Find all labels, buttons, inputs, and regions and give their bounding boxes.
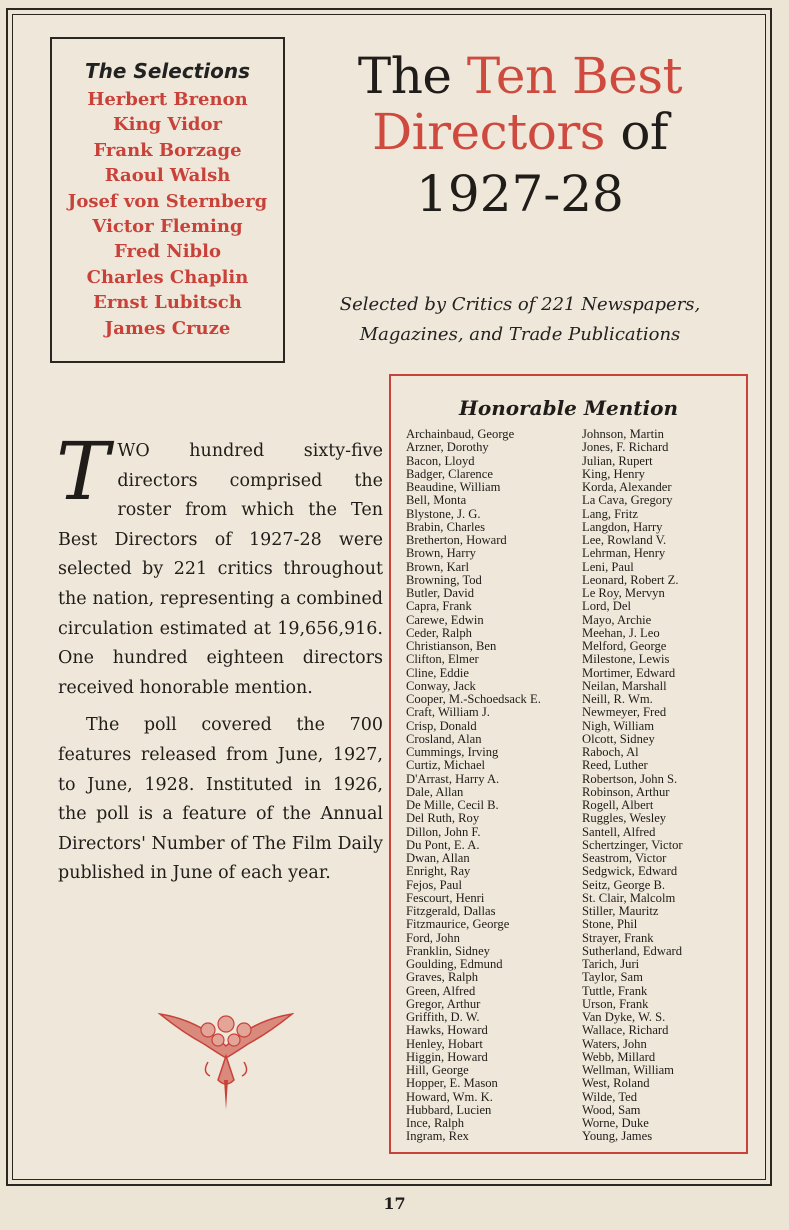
honorable-mention-entry: Bell, Monta [406, 493, 467, 508]
honorable-mention-entry: La Cava, Gregory [582, 493, 673, 508]
honorable-mention-entry: Jones, F. Richard [582, 440, 669, 455]
honorable-mention-entry: Ceder, Ralph [406, 625, 472, 640]
selections-title: The Selections [85, 59, 250, 83]
honorable-mention-entry: Lee, Rowland V. [582, 533, 667, 547]
title-line-2 [300, 104, 740, 160]
honorable-mention-entry: Fitzgerald, Dallas [406, 904, 496, 918]
honorable-mention-entry: Fitzmaurice, George [406, 917, 510, 932]
honorable-mention-entry: Stone, Phil [582, 917, 638, 932]
honorable-mention-entry: Le Roy, Mervyn [582, 586, 665, 600]
selection-item: Ernst Lubitsch [93, 292, 242, 314]
honorable-mention-entry: Korda, Alexander [582, 480, 672, 494]
honorable-mention-entry: Butler, David [406, 586, 475, 600]
honorable-mention-entry: Sedgwick, Edward [582, 864, 678, 879]
honorable-mention-entry: Ince, Ralph [406, 1116, 465, 1130]
paragraph-2: The poll covered the 700 features released from June, 1927, to June, 1928. Instituted in 1926, the poll is a feature of the Annual Directors' Number of The Film Daily published in June of each year. [58, 715, 383, 884]
honorable-mention-entry: Hawks, Howard [406, 1023, 488, 1038]
subtitle [300, 290, 740, 350]
honorable-mention-entry: Badger, Clarence [406, 466, 493, 481]
title-word-directors: Directors [372, 103, 605, 161]
honorable-mention-entry: Capra, Frank [406, 599, 472, 614]
honorable-mention-entry: Enright, Ray [406, 864, 471, 879]
honorable-mention-entry: Stiller, Mauritz [582, 904, 659, 918]
honorable-mention-entry: Wood, Sam [582, 1102, 641, 1117]
honorable-mention-entry: Green, Alfred [406, 983, 476, 998]
honorable-mention-entry: Hubbard, Lucien [406, 1102, 492, 1117]
honorable-mention-entry: Newmeyer, Fred [582, 705, 667, 720]
honorable-mention-entry: Bacon, Lloyd [406, 453, 475, 468]
honorable-mention-entry: Griffith, D. W. [406, 1010, 480, 1024]
honorable-mention-entry: Crisp, Donald [406, 718, 477, 733]
honorable-mention-entry: Nigh, William [582, 718, 655, 733]
floral-torch-ornament-icon [158, 1000, 294, 1112]
honorable-mention-title: Honorable Mention [458, 396, 678, 420]
title-word-of: of [620, 103, 668, 161]
title-line-1 [300, 48, 740, 104]
honorable-mention-entry: Seitz, George B. [582, 877, 666, 892]
title-year: 1927-28 [416, 165, 624, 223]
honorable-mention-right-column [582, 428, 683, 1144]
honorable-mention-entry: West, Roland [582, 1076, 650, 1091]
honorable-mention-entry: Curtiz, Michael [406, 758, 486, 773]
honorable-mention-entry: Crosland, Alan [406, 731, 482, 746]
honorable-mention-entry: Conway, Jack [406, 678, 476, 693]
selection-item: Victor Fleming [92, 216, 243, 238]
honorable-mention-entry: Robertson, John S. [582, 771, 678, 786]
honorable-mention-entry: Young, James [582, 1129, 653, 1144]
selection-item: Frank Borzage [93, 139, 242, 161]
selections-list [52, 87, 283, 341]
honorable-mention-entry: Waters, John [582, 1036, 647, 1051]
honorable-mention-entry: Wallace, Richard [582, 1023, 669, 1038]
body-text [56, 425, 383, 889]
honorable-mention-entry: Milestone, Lewis [582, 652, 670, 667]
honorable-mention-entry: Reed, Luther [582, 758, 648, 773]
honorable-mention-entry: Hopper, E. Mason [406, 1076, 498, 1091]
title-word-ten-best: Ten Best [466, 47, 683, 105]
honorable-mention-entry: Johnson, Martin [582, 427, 664, 441]
honorable-mention-entry: Raboch, Al [582, 745, 639, 759]
selection-item: Josef von Sternberg [67, 190, 268, 212]
honorable-mention-entry: Ford, John [406, 930, 460, 945]
honorable-mention-entry: Santell, Alfred [582, 824, 656, 839]
selection-item: James Cruze [104, 317, 231, 339]
honorable-mention-entry: Henley, Hobart [406, 1036, 483, 1051]
title-word-the: The [357, 47, 452, 105]
honorable-mention-box [389, 374, 748, 1154]
honorable-mention-entry: King, Henry [582, 466, 645, 481]
honorable-mention-entry: Archainbaud, George [406, 427, 515, 441]
honorable-mention-entry: St. Clair, Malcolm [582, 890, 676, 905]
honorable-mention-entry: Webb, Millard [582, 1049, 656, 1064]
honorable-mention-entry: Leni, Paul [582, 559, 634, 574]
honorable-mention-entry: Wellman, William [582, 1063, 674, 1077]
honorable-mention-entry: Brown, Karl [406, 559, 469, 574]
honorable-mention-entry: Del Ruth, Roy [406, 811, 480, 826]
honorable-mention-entry: Beaudine, William [406, 480, 501, 494]
honorable-mention-entry: Lord, Del [582, 599, 631, 614]
honorable-mention-entry: Clifton, Elmer [406, 652, 479, 667]
subtitle-line-1: Selected by Critics of 221 Newspapers, [339, 294, 701, 315]
honorable-mention-entry: Neilan, Marshall [582, 678, 667, 693]
honorable-mention-entry: Cummings, Irving [406, 745, 499, 759]
honorable-mention-entry: Julian, Rupert [582, 453, 653, 468]
honorable-mention-entry: Graves, Ralph [406, 970, 479, 985]
honorable-mention-entry: Goulding, Edmund [406, 957, 503, 971]
honorable-mention-left-column [406, 428, 541, 1144]
honorable-mention-entry: Brabin, Charles [406, 519, 486, 534]
honorable-mention-entry: Fejos, Paul [406, 877, 462, 892]
honorable-mention-entry: Cooper, M.-Schoedsack E. [406, 692, 541, 706]
honorable-mention-entry: Higgin, Howard [406, 1049, 488, 1064]
drop-cap: T [56, 425, 110, 518]
honorable-mention-entry: Neill, R. Wm. [582, 692, 653, 706]
honorable-mention-entry: Howard, Wm. K. [406, 1089, 493, 1104]
honorable-mention-entry: Leonard, Robert Z. [582, 572, 679, 587]
honorable-mention-entry: Melford, George [582, 639, 667, 653]
honorable-mention-entry: Schertzinger, Victor [582, 837, 683, 852]
page-title [300, 48, 740, 222]
paragraph-1-text: WO hundred sixty-five directors comprised the roster from which the Ten Best Directors of 1927-28 were selected by 221 critics throughout the nation, representing a combined circulation estimated at 19,656,916. One hundred eighteen directors received honorable mention. [58, 441, 383, 698]
selection-item: Herbert Brenon [87, 89, 248, 110]
honorable-mention-entry: Dwan, Allan [406, 851, 470, 865]
subtitle-line-2: Magazines, and Trade Publications [359, 324, 681, 345]
honorable-mention-entry: Browning, Tod [406, 572, 482, 587]
honorable-mention-entry: Rogell, Albert [582, 798, 654, 812]
honorable-mention-entry: Arzner, Dorothy [406, 440, 489, 455]
honorable-mention-entry: Urson, Frank [582, 996, 649, 1011]
page-number: 17 [383, 1194, 406, 1213]
honorable-mention-entry: Christianson, Ben [406, 639, 497, 653]
honorable-mention-entry: Ingram, Rex [406, 1129, 469, 1144]
honorable-mention-entry: Langdon, Harry [582, 519, 663, 534]
honorable-mention-entry: Cline, Eddie [406, 665, 469, 680]
selections-box [50, 37, 285, 363]
paragraph-1 [56, 425, 383, 703]
honorable-mention-entry: Fescourt, Henri [406, 890, 485, 905]
honorable-mention-entry: Brown, Harry [406, 546, 476, 561]
honorable-mention-entry: Gregor, Arthur [406, 996, 481, 1011]
honorable-mention-entry: Mortimer, Edward [582, 665, 676, 680]
honorable-mention-entry: Sutherland, Edward [582, 943, 683, 958]
honorable-mention-entry: Carewe, Edwin [406, 612, 484, 627]
honorable-mention-entry: Lehrman, Henry [582, 546, 666, 561]
honorable-mention-entry: Tarich, Juri [582, 957, 640, 971]
honorable-mention-entry: Olcott, Sidney [582, 731, 655, 746]
honorable-mention-entry: Worne, Duke [582, 1116, 649, 1130]
honorable-mention-entry: Mayo, Archie [582, 612, 652, 627]
selection-item: King Vidor [113, 114, 222, 136]
selection-item: Fred Niblo [114, 241, 221, 263]
honorable-mention-entry: Van Dyke, W. S. [582, 1010, 666, 1024]
honorable-mention-entry: Dillon, John F. [406, 824, 481, 839]
honorable-mention-entry: Bretherton, Howard [406, 533, 507, 547]
honorable-mention-entry: Du Pont, E. A. [406, 837, 480, 852]
selection-item: Charles Chaplin [86, 266, 249, 288]
honorable-mention-entry: Meehan, J. Leo [582, 625, 660, 640]
selection-item: Raoul Walsh [104, 165, 231, 187]
honorable-mention-entry: Lang, Fritz [582, 506, 638, 521]
honorable-mention-entry: Taylor, Sam [582, 970, 643, 985]
honorable-mention-entry: Tuttle, Frank [582, 983, 648, 998]
honorable-mention-entry: De Mille, Cecil B. [406, 798, 499, 812]
honorable-mention-entry: Hill, George [406, 1063, 469, 1077]
honorable-mention-entry: Dale, Allan [406, 784, 464, 799]
honorable-mention-entry: Wilde, Ted [582, 1089, 638, 1104]
honorable-mention-entry: Ruggles, Wesley [582, 811, 667, 826]
honorable-mention-entry: D'Arrast, Harry A. [406, 771, 500, 786]
honorable-mention-entry: Craft, William J. [406, 705, 490, 720]
honorable-mention-entry: Robinson, Arthur [582, 784, 670, 799]
honorable-mention-entry: Blystone, J. G. [406, 506, 481, 521]
honorable-mention-entry: Seastrom, Victor [582, 851, 667, 865]
honorable-mention-entry: Franklin, Sidney [406, 943, 490, 958]
honorable-mention-entry: Strayer, Frank [582, 930, 654, 945]
